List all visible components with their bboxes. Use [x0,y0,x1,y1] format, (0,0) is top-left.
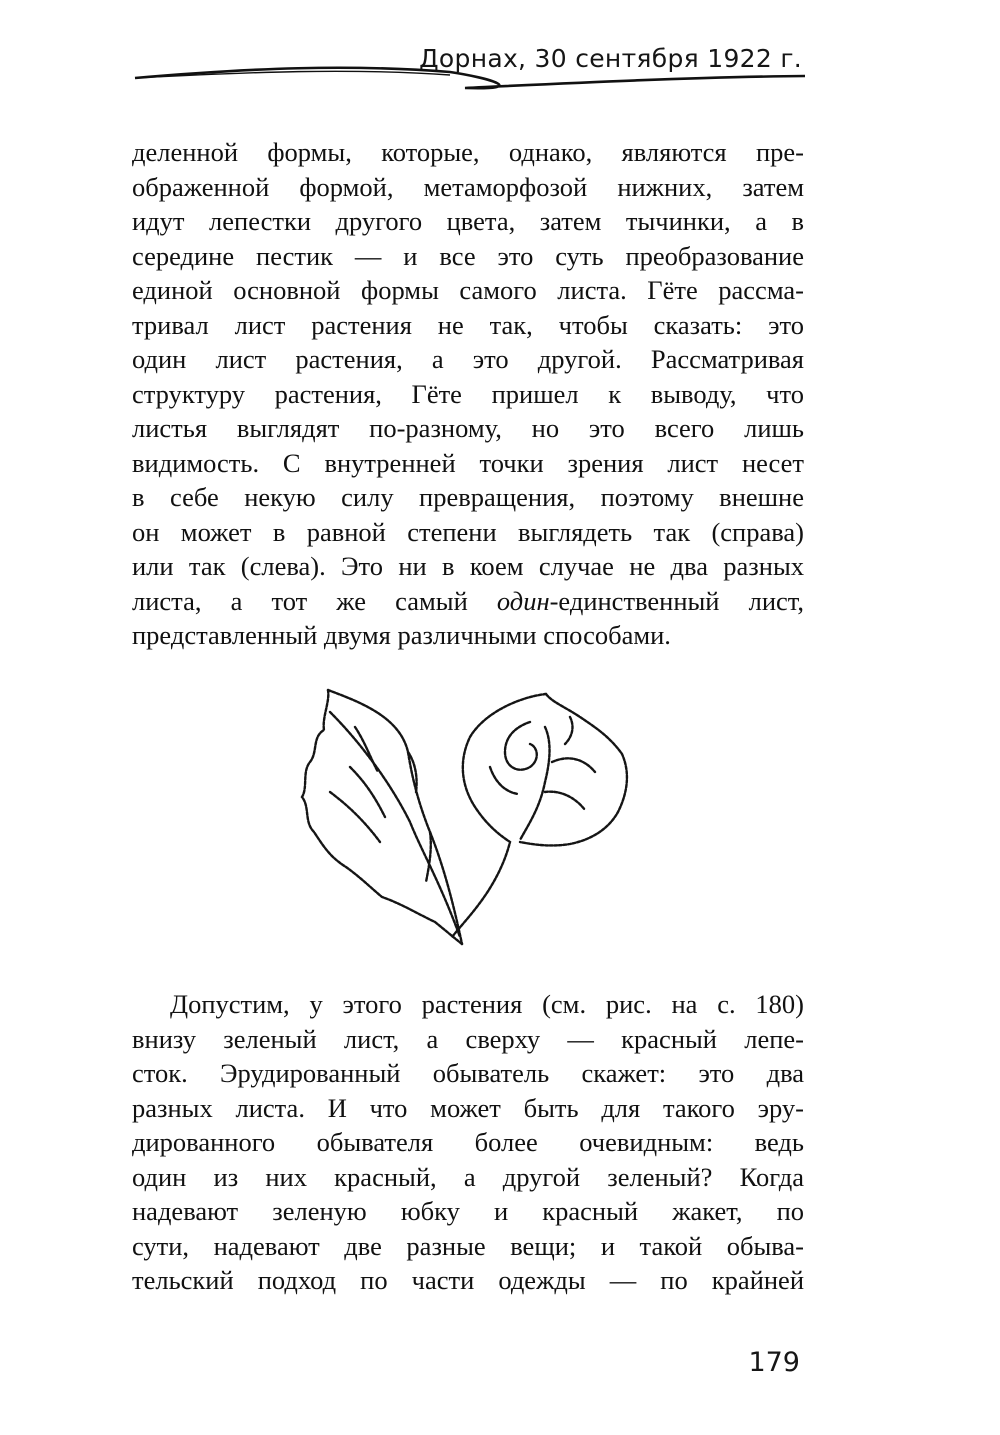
text-line: середине пестик — и все это суть преобразование [132,240,804,271]
text-line: тельский подход по части одежды — по крайней [132,1265,804,1295]
text-line: видимость. С внутренней точки зрения лист несет [132,447,804,478]
text-line: сток. Эрудированный обыватель скажет: это два [132,1058,804,1088]
two-leaves-drawing-icon [290,682,650,962]
text-line: идут лепестки другого цвета, затем тычинки, а в [132,206,804,236]
text-line: надевают зеленую юбку и красный жакет, по [132,1196,804,1226]
text-line: или так (слева). Это ни в коем случае не два разных [132,551,804,581]
text-line: он может в равной степени выглядеть так (справа) [132,516,804,547]
text-line: представленный двумя различными способами. [132,620,671,650]
text-line: единой основной формы самого листа. Гёте рассма- [132,275,804,305]
text-line: сути, надевают две разные вещи; и такой обыва- [132,1230,804,1261]
text-line: листья выглядят по-разному, но это всего лишь [132,413,804,443]
paragraph-2 [132,987,804,1298]
text-line: дированного обывателя более очевидным: ведь [132,1127,804,1157]
text-fragment: -единственный лист, [549,585,804,616]
text-line [132,584,804,619]
text-line: в себе некую силу превращения, поэтому внешне [132,482,804,512]
text-line: ображенной формой, метаморфозой нижних, затем [132,171,804,202]
text-line: Допустим, у этого растения (см. рис. на с. 180) [170,989,804,1019]
running-header: Дорнах, 30 сентября 1922 г. [419,44,802,73]
header-rule [130,58,810,98]
text-line: разных листа. И что может быть для такого эру- [132,1092,804,1123]
paragraph-1 [132,135,804,653]
text-line: один лист растения, а это другой. Рассматривая [132,344,804,374]
text-line: деленной формы, которые, однако, являются пре- [132,137,804,167]
text-line: структуру растения, Гёте пришел к выводу, что [132,378,804,409]
page-number: 179 [748,1347,800,1378]
text-line: один из них красный, а другой зеленый? Когда [132,1161,804,1192]
text-fragment: листа, а тот же самый [132,585,497,616]
text-line: тривал лист растения не так, чтобы сказать: это [132,309,804,340]
text-line: внизу зеленый лист, а сверху — красный лепе- [132,1023,804,1054]
italic-word: один [496,585,550,616]
